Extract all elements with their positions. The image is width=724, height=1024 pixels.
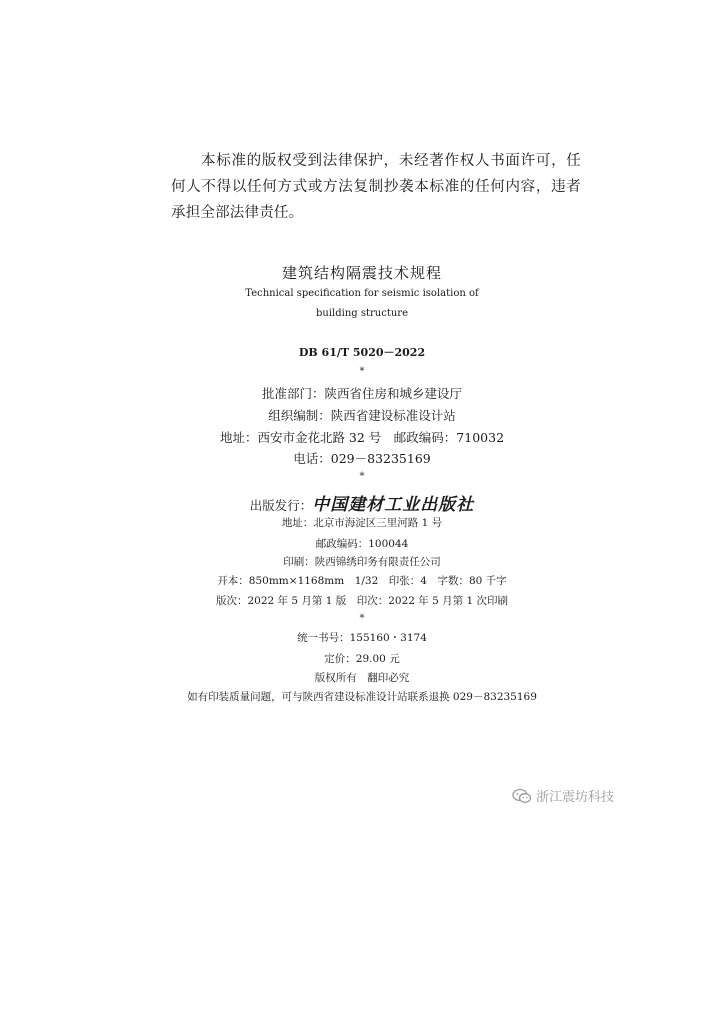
printer: 印刷：陕西锦绣印务有限责任公司 — [283, 556, 441, 568]
publisher-postcode: 邮政编码：100044 — [315, 538, 409, 550]
publisher-address: 地址：北京市海淀区三里河路 1 号 — [281, 517, 443, 529]
separator-star: * — [359, 471, 365, 482]
issuer-phone: 电话：029－83235169 — [293, 451, 431, 466]
standard-code: DB 61/T 5020－2022 — [298, 346, 426, 359]
rights-reserved: 版权所有 翻印必究 — [314, 672, 410, 684]
separator-star: * — [359, 613, 365, 624]
price: 定价：29.00 元 — [324, 653, 400, 665]
issuer-address: 地址：西安市金花北路 32 号 邮政编码：710032 — [219, 430, 505, 445]
standard-title-en-line2: building structure — [316, 308, 408, 319]
standard-title-en-line1: Technical specification for seismic isolation of — [245, 288, 479, 299]
compiler: 组织编制：陕西省建设标准设计站 — [268, 408, 456, 423]
wechat-icon — [512, 788, 532, 804]
edition-info: 版次：2022 年 5 月第 1 版 印次：2022 年 5 月第 1 次印刷 — [215, 595, 509, 607]
publisher-label: 出版发行： — [249, 498, 313, 513]
isbn: 统一书号：155160・3174 — [297, 632, 427, 644]
approval-department: 批准部门：陕西省住房和城乡建设厅 — [261, 386, 462, 401]
copyright-notice: 本标准的版权受到法律保护，未经著作权人书面许可，任何人不得以任何方式或方法复制抄袭本标准的任何内容，违者承担全部法律责任。 — [171, 153, 581, 221]
separator-star: * — [359, 366, 365, 377]
quality-contact: 如有印装质量问题，可与陕西省建设标准设计站联系退换 029－83235169 — [187, 691, 537, 703]
publisher-line — [0, 490, 724, 515]
watermark-text: 浙江震坊科技 — [536, 790, 615, 805]
book-format: 开本：850mm×1168mm 1/32 印张：4 字数：80 千字 — [217, 575, 507, 587]
standard-title-cn: 建筑结构隔震技术规程 — [281, 264, 442, 282]
watermark — [512, 786, 614, 805]
publisher-logo-text: 中国建材工业出版社 — [312, 495, 475, 515]
